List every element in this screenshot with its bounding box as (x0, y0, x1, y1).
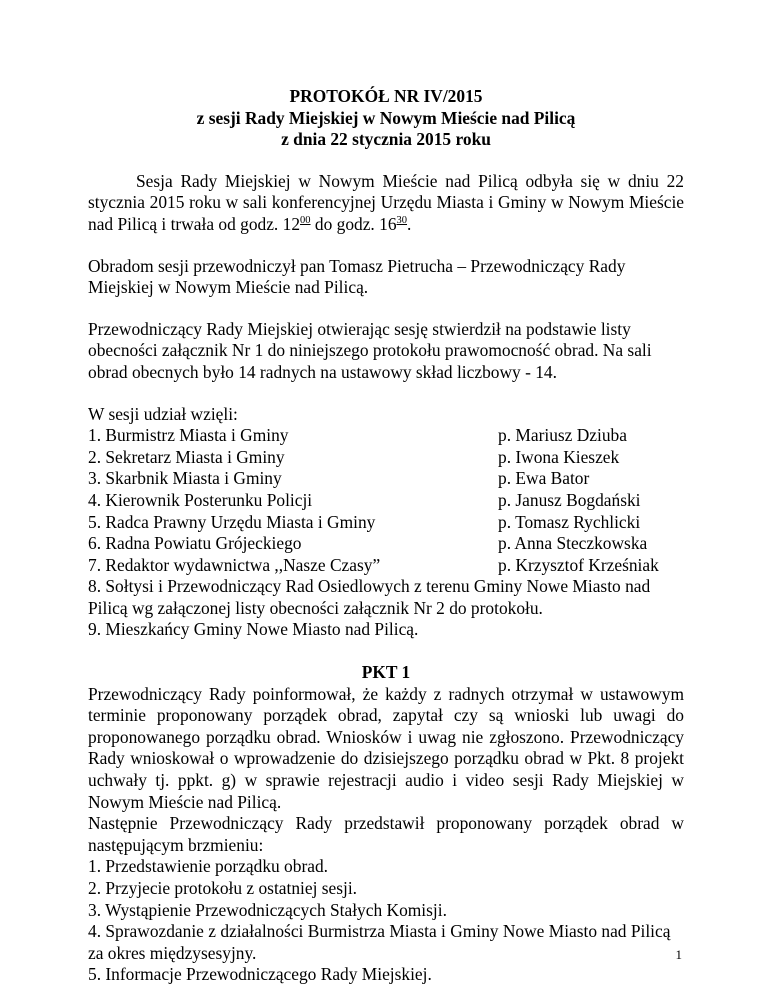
attendee-name: p. Krzysztof Krześniak (498, 554, 659, 575)
attendee-name: p. Tomasz Rychlicki (498, 511, 641, 532)
agenda-item: 1. Przedstawienie porządku obrad. (88, 856, 329, 877)
attendee-row (88, 490, 684, 512)
chair-paragraph: Obradom sesji przewodniczył pan Tomasz Pietrucha – Przewodniczący Rady Miejskiej w Nowym Mieście nad Pilicą. (88, 255, 626, 298)
intro-end: . (407, 213, 412, 234)
page-number: 1 (675, 947, 682, 962)
title-line-2: z sesji Rady Miejskiej w Nowym Mieście nad Pilicą (196, 107, 576, 128)
agenda-item: 2. Przyjecie protokołu z ostatniej sesji. (88, 878, 358, 898)
intro-text: Sesja Rady Miejskiej w Nowym Mieście nad Pilicą odbyła się w dniu 22 stycznia 2015 roku w sali konferencyjnej Urzędu Miasta i Gminy w Nowym Mieście nad Pilicą i trwała od godz. (88, 170, 684, 234)
attendee-name: p. Iwona Kieszek (498, 446, 620, 467)
attendee-row (88, 468, 684, 490)
attendee-role: 1. Burmistrz Miasta i Gminy (88, 425, 289, 446)
attendee-name: p. Ewa Bator (498, 468, 590, 489)
attendee-role: 7. Redaktor wydawnictwa ,,Nasze Czasy” (88, 554, 381, 575)
intro-paragraph (88, 171, 684, 236)
pkt1-paragraph-2: Następnie Przewodniczący Rady przedstawił proponowany porządek obrad w następującym brzmieniu: (88, 813, 684, 855)
attendee-row (88, 512, 684, 534)
agenda-item: 5. Informacje Przewodniczącego Rady Miejskiej. (88, 964, 432, 985)
document-title (88, 86, 684, 151)
attendee-name: p. Janusz Bogdański (498, 489, 641, 510)
attendee-row (88, 425, 684, 447)
pkt1-paragraph-1: Przewodniczący Rady poinformował, że każdy z radnych otrzymał w ustawowym terminie proponowany porządek obrad, zapytał czy są wnioski lub uwagi do proponowanego porządku obrad. Wniosków i uwag nie zgłoszono. Przewodniczący Rady wnioskował o wprowadzenie do dzisiejszego porządku obrad w Pkt. 8 projekt uchwały tj. ppkt. g) w sprawie rejestracji audio i video sesji Rady Miejskiej w Nowym Mieście nad Pilicą. (88, 683, 684, 812)
start-hour: 12 (282, 213, 301, 234)
agenda-item: 3. Wystąpienie Przewodniczących Stałych Komisji. (88, 899, 447, 920)
attendee-role: 5. Radca Prawny Urzędu Miasta i Gminy (88, 511, 376, 532)
start-minutes: 00 (300, 214, 311, 226)
attendee-role: 3. Skarbnik Miasta i Gminy (88, 468, 282, 489)
attendee-item-8: 8. Sołtysi i Przewodniczący Rad Osiedlowych z terenu Gminy Nowe Miasto nad Pilicą wg załączonej listy obecności załącznik Nr 2 do protokołu. (88, 576, 651, 618)
attendee-role: 4. Kierownik Posterunku Policji (88, 489, 313, 510)
section-heading-pkt-1: PKT 1 (361, 662, 411, 683)
attendee-name: p. Mariusz Dziuba (498, 425, 627, 446)
attendee-row (88, 555, 684, 577)
attendee-name: p. Anna Steczkowska (498, 533, 648, 554)
agenda-item: 4. Sprawozdanie z działalności Burmistrza Miasta i Gminy Nowe Miasto nad Pilicą za okres międzysesyjny. (88, 921, 671, 963)
attendee-row (88, 533, 684, 555)
end-minutes: 30 (396, 214, 408, 226)
end-hour: 16 (379, 213, 397, 234)
intro-between: do godz. (310, 213, 380, 234)
attendee-row (88, 447, 684, 469)
quorum-paragraph: Przewodniczący Rady Miejskiej otwierając sesję stwierdził na podstawie listy obecności załącznik Nr 1 do niniejszego protokołu prawomocność obrad. Na sali obrad obecnych było 14 radnych na ustawowy skład liczbowy - 14. (88, 318, 652, 382)
title-line-1: PROTOKÓŁ NR IV/2015 (289, 86, 483, 106)
attendees-list (88, 404, 684, 642)
agenda-list (88, 856, 684, 986)
attendees-heading: W sesji udział wzięli: (88, 403, 238, 424)
attendee-role: 2. Sekretarz Miasta i Gminy (88, 446, 285, 467)
document-page (88, 86, 684, 986)
attendee-role: 6. Radna Powiatu Grójeckiego (88, 533, 302, 554)
attendee-item-9: 9. Mieszkańcy Gminy Nowe Miasto nad Pilicą. (88, 619, 419, 640)
title-line-3: z dnia 22 stycznia 2015 roku (281, 129, 491, 150)
